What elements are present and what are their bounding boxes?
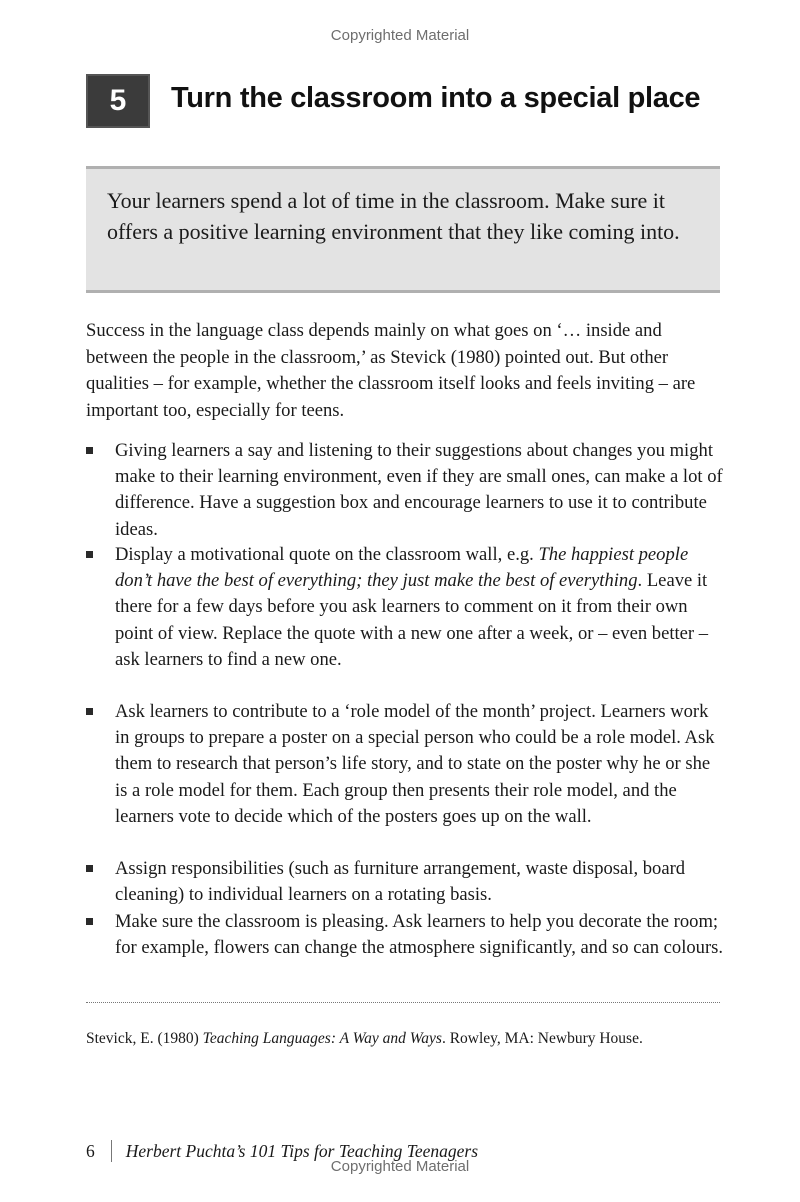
- motivational-quote: The happiest people don’t have the best of everything; they just make the best of everything: [115, 544, 689, 592]
- list-item-text: [115, 544, 708, 670]
- watermark-top: Copyrighted Material: [330, 27, 470, 44]
- summary-text: Your learners spend a lot of time in the classroom. Make sure it offers a positive learning environment that they like coming into.: [107, 188, 680, 244]
- square-bullet-icon: [86, 865, 93, 872]
- list-item: [86, 856, 726, 909]
- reference-citation: [86, 1029, 726, 1049]
- watermark-bottom: Copyrighted Material: [330, 1158, 470, 1175]
- page-number: 6: [86, 1141, 95, 1161]
- tip-title: Turn the classroom into a special place: [171, 82, 701, 114]
- tips-list: [86, 438, 726, 989]
- reference-title: Teaching Languages: A Way and Ways: [202, 1030, 442, 1047]
- list-item: [86, 542, 726, 699]
- reference-publisher: . Rowley, MA: Newbury House.: [441, 1030, 643, 1047]
- square-bullet-icon: [86, 551, 93, 558]
- book-title: Herbert Puchta’s 101 Tips for Teaching Teenagers: [125, 1141, 479, 1161]
- list-item-text: Giving learners a say and listening to their suggestions about changes you might make to their learning environment, even if they are small ones, can make a lot of difference. Have a suggestion box and encourage learners to use it to contribute ideas.: [115, 440, 723, 540]
- intro-paragraph: Success in the language class depends mainly on what goes on ‘… inside and between the people in the classroom,’ as Stevick (1980) pointed out. But other qualities – for example, whether the classroom itself looks and feels inviting – are important too, especially for teens.: [86, 320, 696, 421]
- square-bullet-icon: [86, 708, 93, 715]
- summary-box: [86, 166, 720, 293]
- list-item-text-rest: . Leave it there for a few days before you ask learners to comment on it from their own point of view. Replace the quote with a new one after a week, or – even better – ask learners to find a new one.: [115, 570, 709, 670]
- list-item: [86, 699, 726, 856]
- tip-number-badge: 5: [86, 74, 150, 128]
- list-item-text: Make sure the classroom is pleasing. Ask learners to help you decorate the room; for example, flowers can change the atmosphere significantly, and so can colours.: [115, 911, 724, 959]
- dotted-divider: [86, 1002, 720, 1003]
- list-item-text: Ask learners to contribute to a ‘role model of the month’ project. Learners work in groups to prepare a poster on a special person who could be a role model. Ask them to research that person’s life story, and to state on the poster why he or she is a role model for them. Each group then presents their role model, and the learners vote to decide which of the posters goes up on the wall.: [115, 701, 715, 827]
- list-item: [86, 438, 726, 542]
- square-bullet-icon: [86, 447, 93, 454]
- square-bullet-icon: [86, 918, 93, 925]
- list-item-text: Assign responsibilities (such as furniture arrangement, waste disposal, board cleaning) to individual learners on a rotating basis.: [115, 858, 686, 906]
- reference-author: Stevick, E. (1980): [86, 1030, 203, 1047]
- list-item-text-lead: Display a motivational quote on the classroom wall, e.g.: [115, 544, 539, 565]
- list-item: [86, 909, 726, 989]
